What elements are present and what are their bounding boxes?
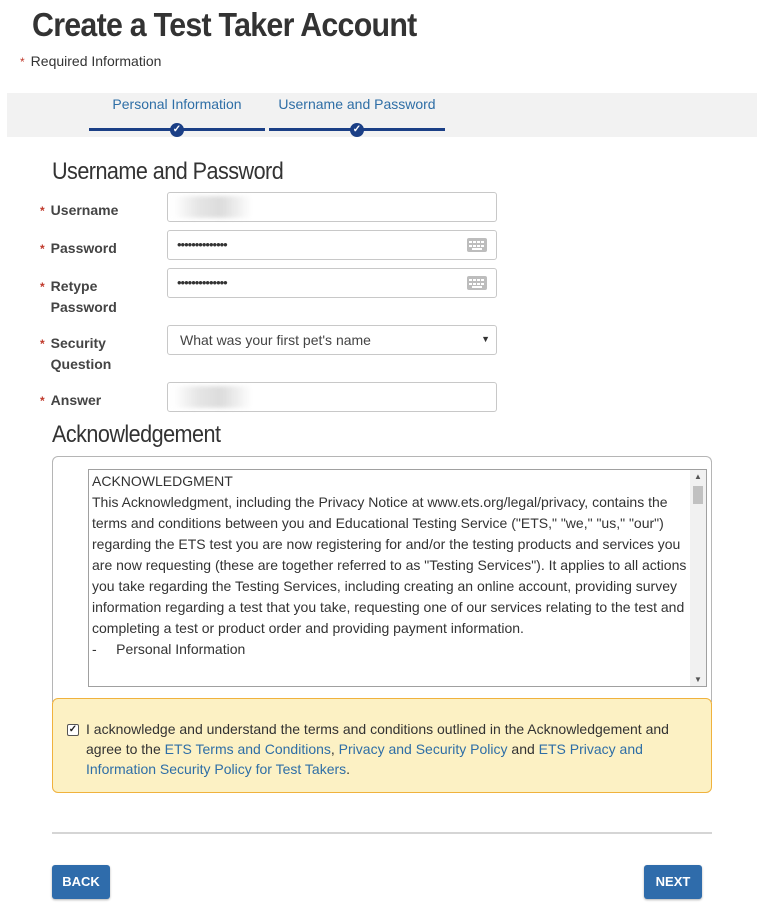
password-input[interactable] [167, 230, 497, 260]
required-marker: * [40, 242, 45, 256]
redacted-value [174, 386, 252, 408]
back-button[interactable]: BACK [52, 865, 110, 899]
step-label: Personal Information [112, 96, 242, 112]
terms-conditions-link[interactable]: ETS Terms and Conditions [164, 741, 331, 757]
username-input[interactable] [167, 192, 497, 222]
step-username-password[interactable] [269, 93, 445, 137]
required-note [20, 53, 161, 69]
checkmark-icon: ✓ [170, 123, 184, 137]
password-value: •••••••••••••• [177, 237, 227, 252]
acknowledgement-textarea[interactable] [88, 469, 707, 687]
acknowledgement-text: ACKNOWLEDGMENT This Acknowledgment, including the Privacy Notice at www.ets.org/legal/privacy, contains the terms and conditions between you and Educational Testing Service ("ETS," "we," "us," "our") regarding the ETS test you are now registering for and/or the testing products and services you are now requesting (these are together referred to as "Testing Services"). It applies to all actions you take regarding the Testing Services, including creating an online account, providing survey information regarding a test that you take, requesting one of our services relating to the test and completing a test or product order and providing payment information. - Personal Information [92, 473, 687, 657]
scroll-down-icon[interactable]: ▼ [694, 675, 702, 684]
required-marker: * [20, 55, 25, 69]
progress-stepper [7, 93, 757, 137]
required-marker: * [40, 394, 45, 408]
checkmark-icon: ✓ [350, 123, 364, 137]
retype-password-value: •••••••••••••• [177, 275, 227, 290]
page-title: Create a Test Taker Account [32, 6, 417, 43]
privacy-security-policy-link[interactable]: Privacy and Security Policy [338, 741, 508, 757]
required-marker: * [40, 337, 45, 351]
required-note-text: Required Information [30, 53, 162, 69]
retype-password-input[interactable] [167, 268, 497, 298]
selected-question: What was your first pet's name [180, 332, 371, 348]
retype-password-label: * Retype Password [40, 278, 117, 315]
acknowledgement-panel [52, 456, 712, 702]
divider [52, 832, 712, 834]
caret-down-icon: ▼ [481, 334, 490, 344]
required-marker: * [40, 204, 45, 218]
consent-box [52, 698, 712, 793]
redacted-value [174, 196, 252, 218]
answer-input[interactable] [167, 382, 497, 412]
section-heading-credentials: Username and Password [52, 158, 284, 185]
keyboard-icon[interactable] [467, 276, 487, 290]
password-label: * Password [40, 240, 117, 256]
scroll-up-icon[interactable]: ▲ [694, 472, 702, 481]
step-label: Username and Password [278, 96, 436, 112]
scrollbar[interactable] [690, 470, 706, 686]
keyboard-icon[interactable] [467, 238, 487, 252]
required-marker: * [40, 280, 45, 294]
answer-label: * Answer [40, 392, 102, 408]
username-label: * Username [40, 202, 119, 218]
security-question-label: * Security Question [40, 335, 112, 372]
section-heading-acknowledgement: Acknowledgement [52, 421, 221, 448]
consent-checkbox[interactable]: ✓ [68, 724, 78, 735]
next-button[interactable]: NEXT [644, 865, 702, 899]
step-personal-information[interactable] [89, 93, 265, 137]
scrollbar-thumb[interactable] [693, 486, 703, 504]
consent-text: I acknowledge and understand the terms and conditions outlined in the Acknowledgement and agree to the ETS Terms and Conditions, Privacy and Security Policy and ETS Privacy and Information Security Policy for Test Takers. [86, 721, 669, 777]
security-question-select[interactable] [167, 325, 497, 355]
privacy-info-security-link[interactable]: ETS Privacy and Information Security Policy for Test Takers [86, 741, 643, 777]
